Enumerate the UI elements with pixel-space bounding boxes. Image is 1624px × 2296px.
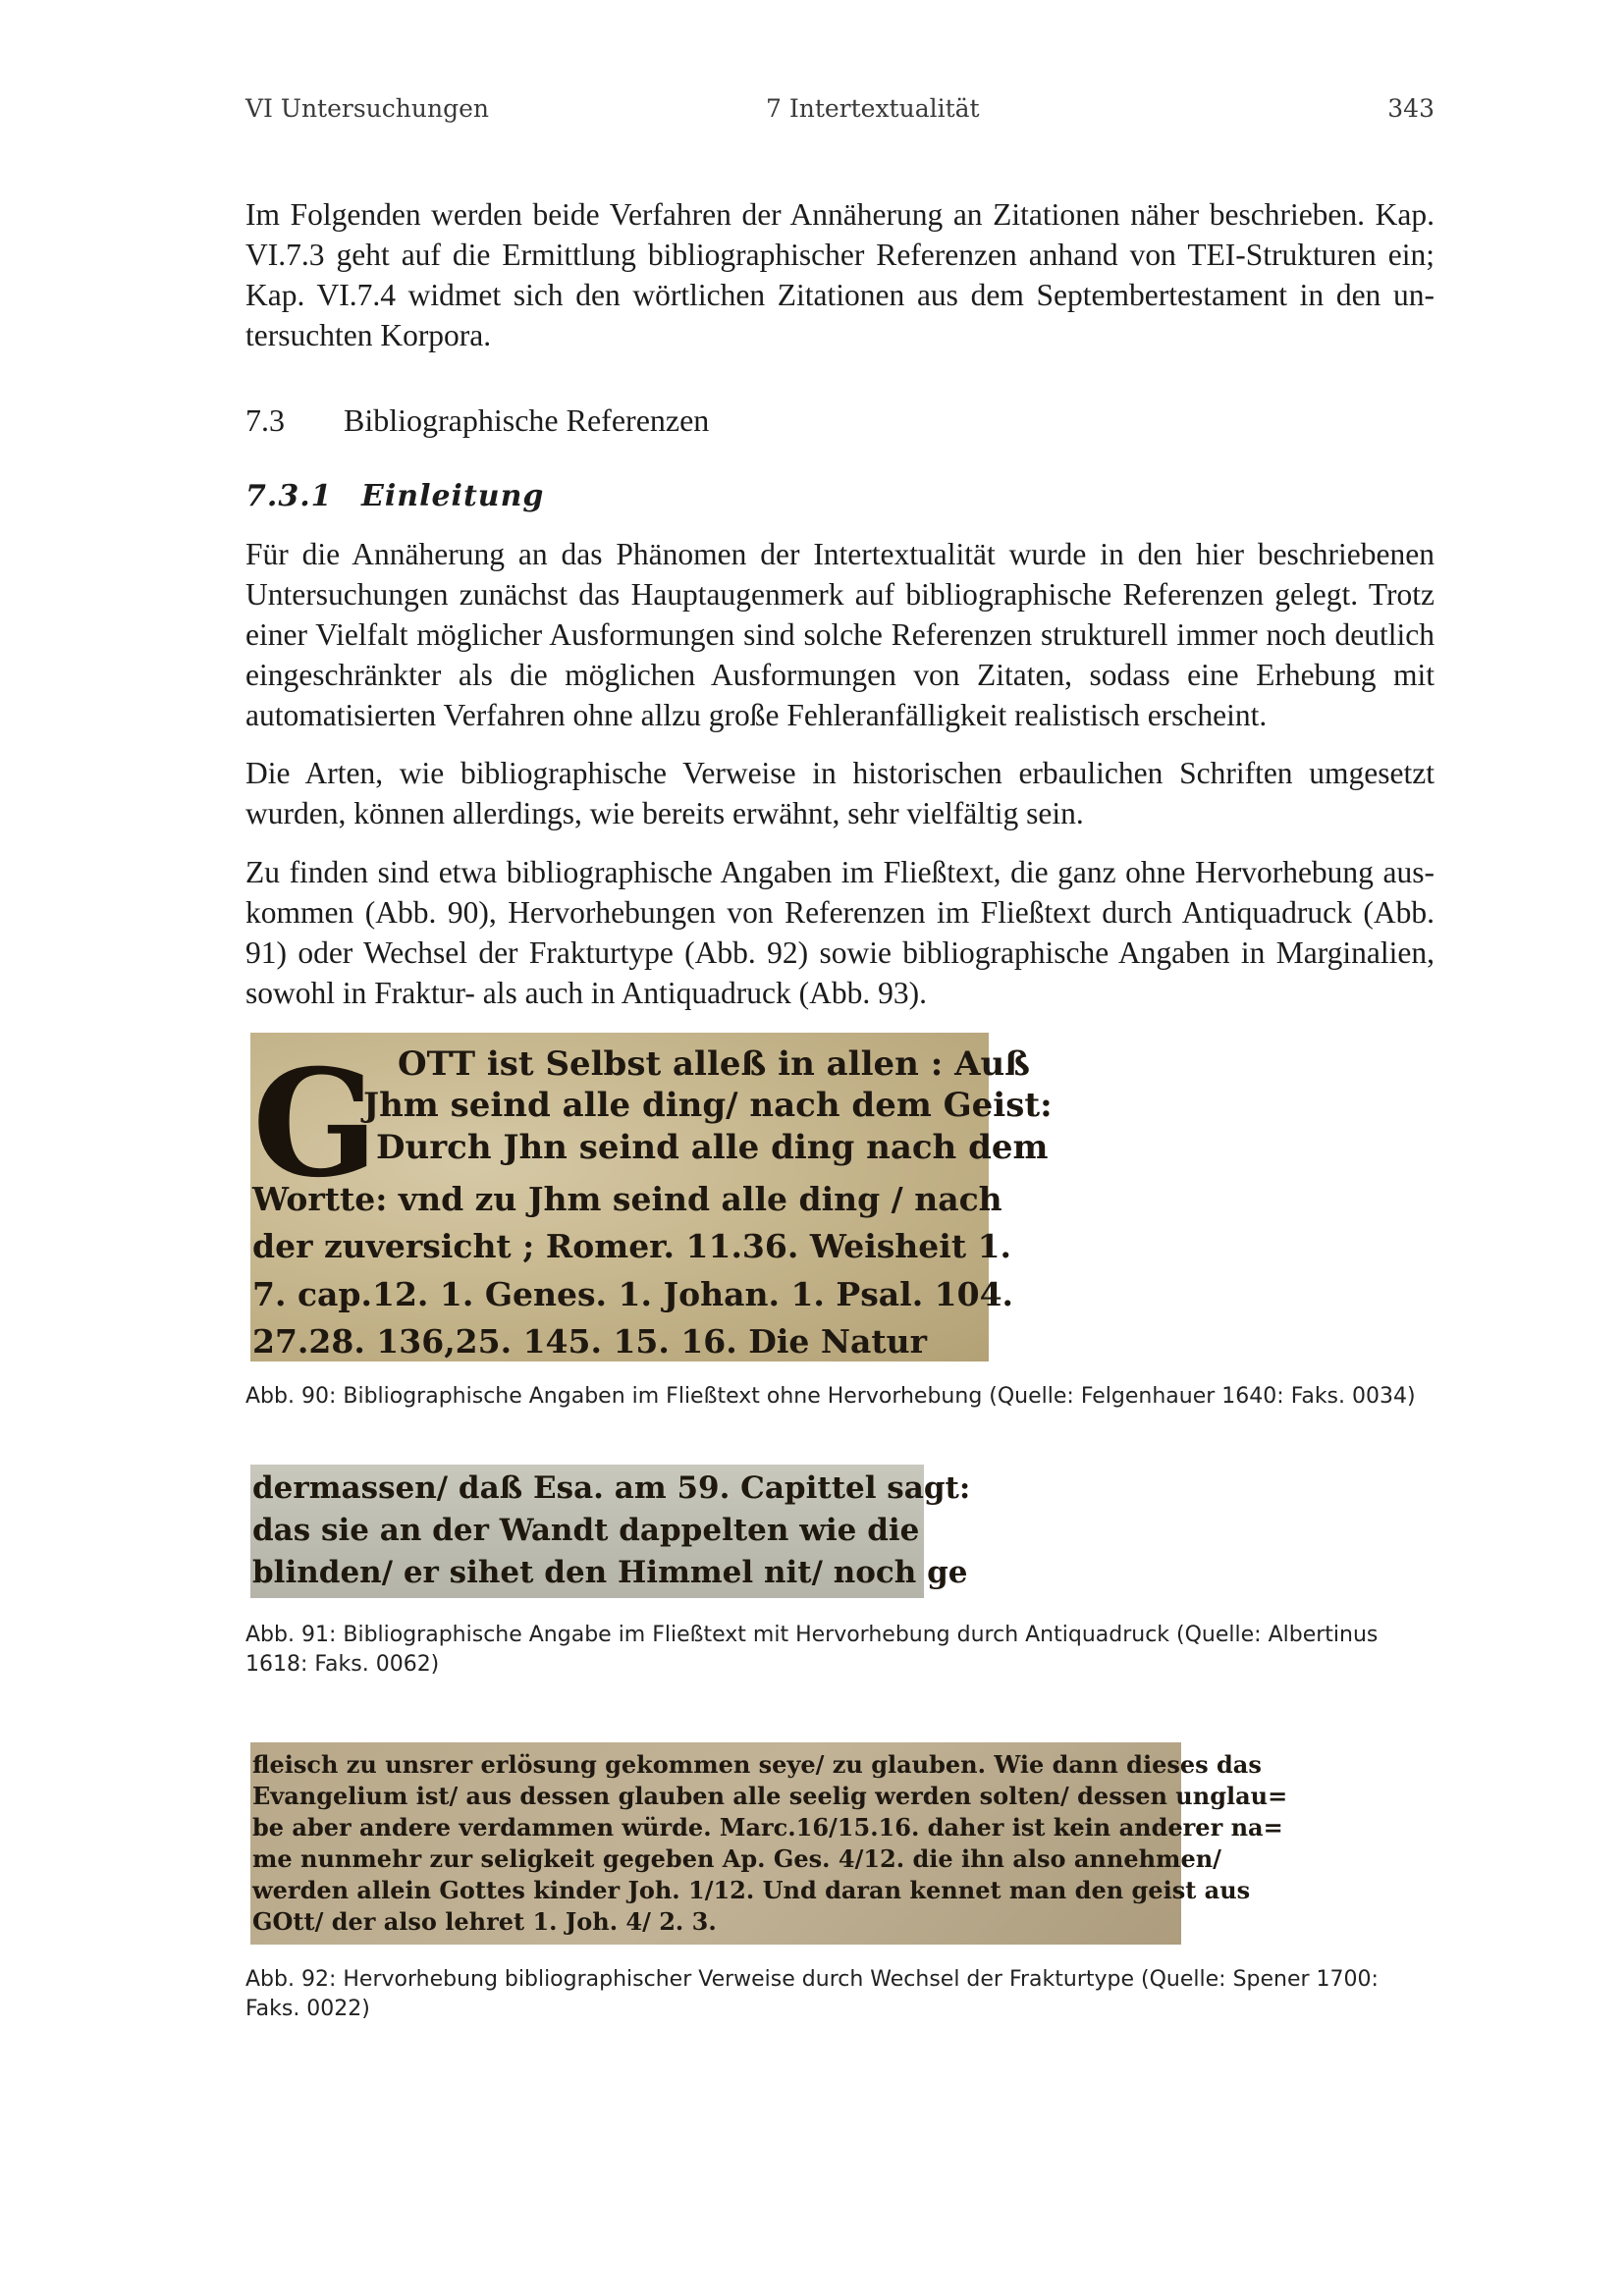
facsimile-line: Jhm seind alle ding/ nach dem Geist: bbox=[363, 1086, 1053, 1125]
drop-capital: G bbox=[252, 1038, 379, 1210]
section-title: Bibliographische Referenzen bbox=[344, 402, 710, 438]
facsimile-image-abb-90 bbox=[250, 1033, 1053, 1362]
subsection-title: Einleitung bbox=[361, 479, 545, 513]
facsimile-line: 27.28. 136,25. 145. 15. 16. Die Natur bbox=[252, 1322, 928, 1361]
header-part-title: VI Untersuchungen bbox=[245, 94, 489, 123]
facsimile-line: das sie an der Wandt dappelten wie die bbox=[252, 1513, 920, 1548]
facsimile-line: blinden/ er sihet den Himmel nit/ noch ge bbox=[252, 1555, 968, 1590]
facsimile-line: OTT ist Selbst alleß in allen : Auß bbox=[398, 1044, 1031, 1084]
intro-paragraph: Im Folgenden werden beide Verfahren der Annäherung an Zitationen näher beschrieben. Kap. VI.7.3 geht auf die Ermittlung bibliographischer Referenzen anhand von TEI-Strukturen ein; Kap. VI.7.4 widmet sich den wörtlichen Zitationen aus dem Septembertestament in den untersuchten Korpora. bbox=[245, 197, 1435, 352]
facsimile-line: der zuversicht ; Romer. 11.36. Weisheit 1. bbox=[252, 1227, 1012, 1265]
body-paragraph: Für die Annäherung an das Phänomen der Intertextualität wurde in den hier beschriebenen Untersuchungen zunächst das Hauptaugenmerk auf bibliographische Referenzen gelegt. Trotz einer Vielfalt möglicher Ausformungen sind solche Referenzen strukturell immer noch deutlich eingeschränkter als die möglichen Ausformungen von Zitaten, sodass eine Erhebung mit automatisierten Verfahren ohne allzu große Fehleranfälligkeit realistisch erscheint. bbox=[245, 537, 1435, 732]
facsimile-line: 7. cap.12. 1. Genes. 1. Johan. 1. Psal. 104. bbox=[252, 1275, 1014, 1313]
facsimile-line: Evangelium ist/ aus dessen glauben alle seelig werden solten/ dessen unglau= bbox=[252, 1782, 1288, 1810]
facsimile-line: GOtt/ der also lehret 1. Joh. 4/ 2. 3. bbox=[252, 1907, 717, 1936]
page-number: 343 bbox=[1387, 94, 1435, 123]
facsimile-line: dermassen/ daß Esa. am 59. Capittel sagt: bbox=[252, 1470, 971, 1506]
facsimile-line: Wortte: vnd zu Jhm seind alle ding / nach bbox=[252, 1180, 1002, 1218]
section-heading bbox=[245, 402, 709, 439]
facsimile-line: Durch Jhn seind alle ding nach dem bbox=[376, 1128, 1049, 1167]
facsimile-line: me nunmehr zur seligkeit gegeben Ap. Ges. 4/12. die ihn also annehmen/ bbox=[252, 1844, 1221, 1873]
facsimile-image-abb-91 bbox=[250, 1465, 971, 1598]
header-chapter-title: 7 Intertextualität bbox=[766, 94, 980, 123]
figure-caption: Abb. 92: Hervorhebung bibliographischer Verweise durch Wechsel der Frakturtype (Quelle: Spener 1700: Faks. 0022) bbox=[245, 1967, 1379, 2021]
figure-caption: Abb. 90: Bibliographische Angaben im Fließtext ohne Hervorhebung (Quelle: Felgenhauer 1640: Faks. 0034) bbox=[245, 1384, 1416, 1409]
facsimile-line: fleisch zu unsrer erlösung gekommen seye/ zu glauben. Wie dann dieses das bbox=[252, 1750, 1262, 1779]
running-header bbox=[245, 94, 1435, 133]
figure-caption: Abb. 91: Bibliographische Angabe im Fließtext mit Hervorhebung durch Antiquadruck (Quelle: Albertinus 1618: Faks. 0062) bbox=[245, 1623, 1379, 1677]
facsimile-line: werden allein Gottes kinder Joh. 1/12. Und daran kennet man den geist aus bbox=[252, 1876, 1251, 1904]
body-paragraph: Zu finden sind etwa bibliographische Angaben im Fließtext, die ganz ohne Hervorhebung auskommen (Abb. 90), Hervorhebungen von Referenzen im Fließtext durch Antiquadruck (Abb. 91) oder Wechsel der Frakturtype (Abb. 92) sowie bibliographische Angaben in Marginalien, sowohl in Fraktur- als auch in Antiquadruck (Abb. 93). bbox=[245, 855, 1435, 1010]
body-paragraph: Die Arten, wie bibliographische Verweise in historischen erbaulichen Schriften umgesetzt wurden, können allerdings, wie bereits erwähnt, sehr vielfältig sein. bbox=[245, 756, 1435, 830]
section-number: 7.3 bbox=[245, 402, 285, 438]
subsection-heading bbox=[245, 479, 544, 513]
facsimile-image-abb-92 bbox=[250, 1742, 1288, 1945]
subsection-number: 7.3.1 bbox=[245, 479, 333, 513]
facsimile-line: be aber andere verdammen würde. Marc.16/15.16. daher ist kein anderer na= bbox=[252, 1813, 1283, 1842]
